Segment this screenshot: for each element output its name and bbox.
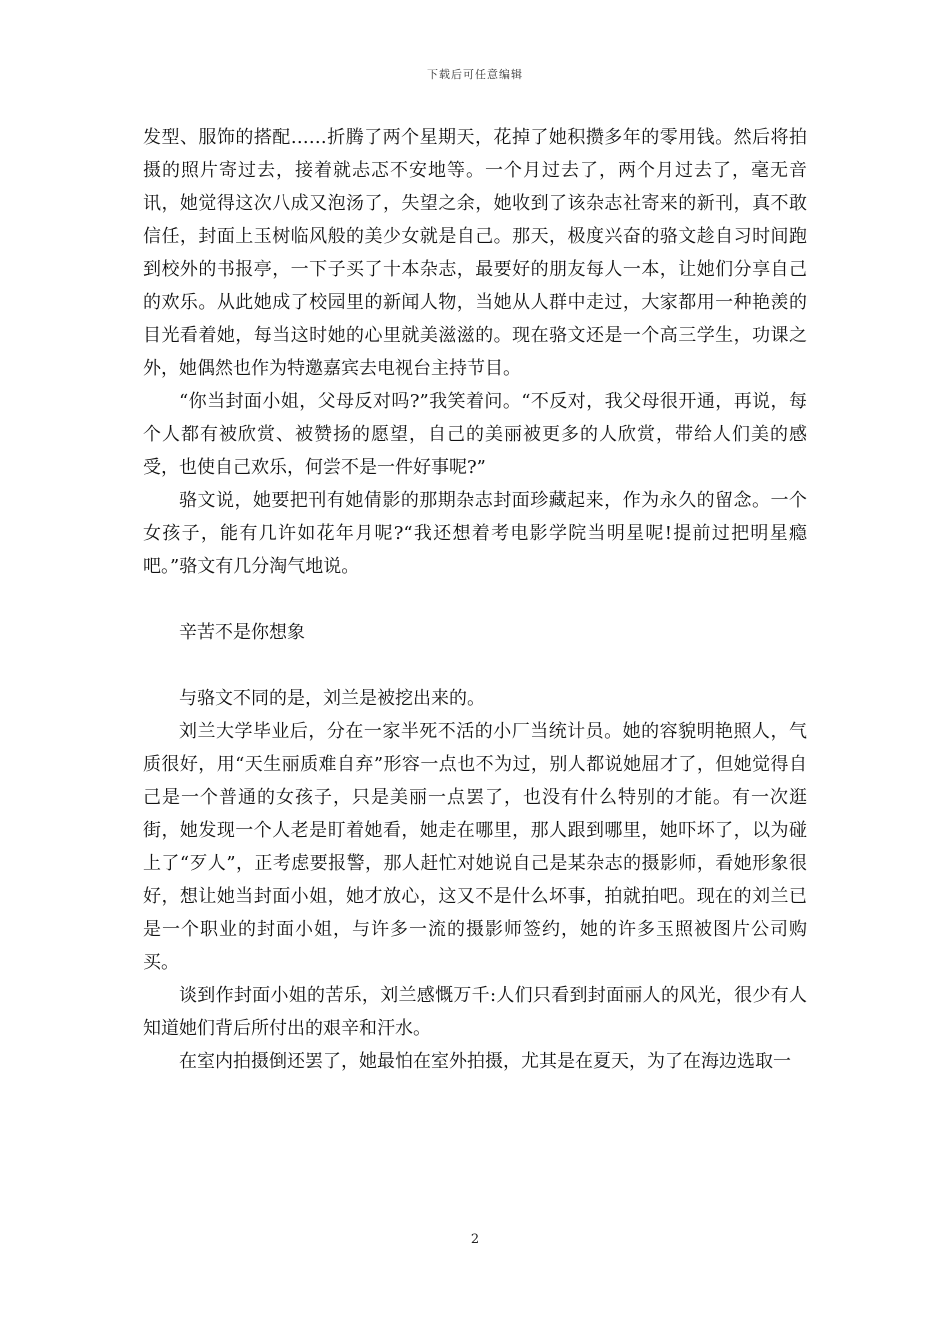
page-header: 下载后可任意编辑: [427, 68, 523, 81]
page-number: 2: [470, 1232, 480, 1247]
section-heading: 辛苦不是你想象: [179, 622, 305, 643]
paragraph-1: 发型、服饰的搭配……折腾了两个星期天，花掉了她积攒多年的零用钱。然后将拍摄的照片寄过去，接着就忐忑不安地等。一个月过去了，两个月过去了，毫无音讯，她觉得这次八成又泡汤了，失望之余，她收到了该杂志社寄来的新刊，真不敢信任，封面上玉树临风般的美少女就是自己。那天，极度兴奋的骆文趁自习时间跑到校外的书报亭，一下子买了十本杂志，最要好的朋友每人一本，让她们分享自己的欢乐。从此她成了校园里的新闻人物，当她从人群中走过，大家都用一种艳羡的目光看着她，每当这时她的心里就美滋滋的。现在骆文还是一个高三学生，功课之外，她偶然也作为特邀嘉宾去电视台主持节目。: [143, 127, 807, 379]
paragraph-6: 谈到作封面小姐的苦乐，刘兰感慨万千:人们只看到封面丽人的风光，很少有人知道她们背后所付出的艰辛和汗水。: [143, 985, 807, 1039]
paragraph-7: 在室内拍摄倒还罢了，她最怕在室外拍摄，尤其是在夏天，为了在海边选取一: [179, 1051, 791, 1072]
document-body: [143, 121, 807, 1078]
paragraph-5: 刘兰大学毕业后，分在一家半死不活的小厂当统计员。她的容貌明艳照人，气质很好，用“天生丽质难自弃”形容一点也不为过，别人都说她屈才了，但她觉得自己是一个普通的女孩子，只是美丽一点罢了，也没有什么特别的才能。有一次逛街，她发现一个人老是盯着她看，她走在哪里，那人跟到哪里，她吓坏了，以为碰上了“歹人”，正考虑要报警，那人赶忙对她说自己是某杂志的摄影师，看她形象很好，想让她当封面小姐，她才放心，这又不是什么坏事，拍就拍吧。现在的刘兰已是一个职业的封面小姐，与许多一流的摄影师签约，她的许多玉照被图片公司购买。: [143, 721, 807, 973]
paragraph-2: “你当封面小姐，父母反对吗?”我笑着问。“不反对，我父母很开通，再说，每个人都有被欣赏、被赞扬的愿望，自己的美丽被更多的人欣赏，带给人们美的感受，也使自己欢乐，何尝不是一件好事呢?”: [143, 391, 807, 478]
paragraph-3: 骆文说，她要把刊有她倩影的那期杂志封面珍藏起来，作为永久的留念。一个女孩子，能有几许如花年月呢?“我还想着考电影学院当明星呢!提前过把明星瘾吧。”骆文有几分淘气地说。: [143, 490, 807, 577]
paragraph-4: 与骆文不同的是，刘兰是被挖出来的。: [179, 688, 485, 709]
